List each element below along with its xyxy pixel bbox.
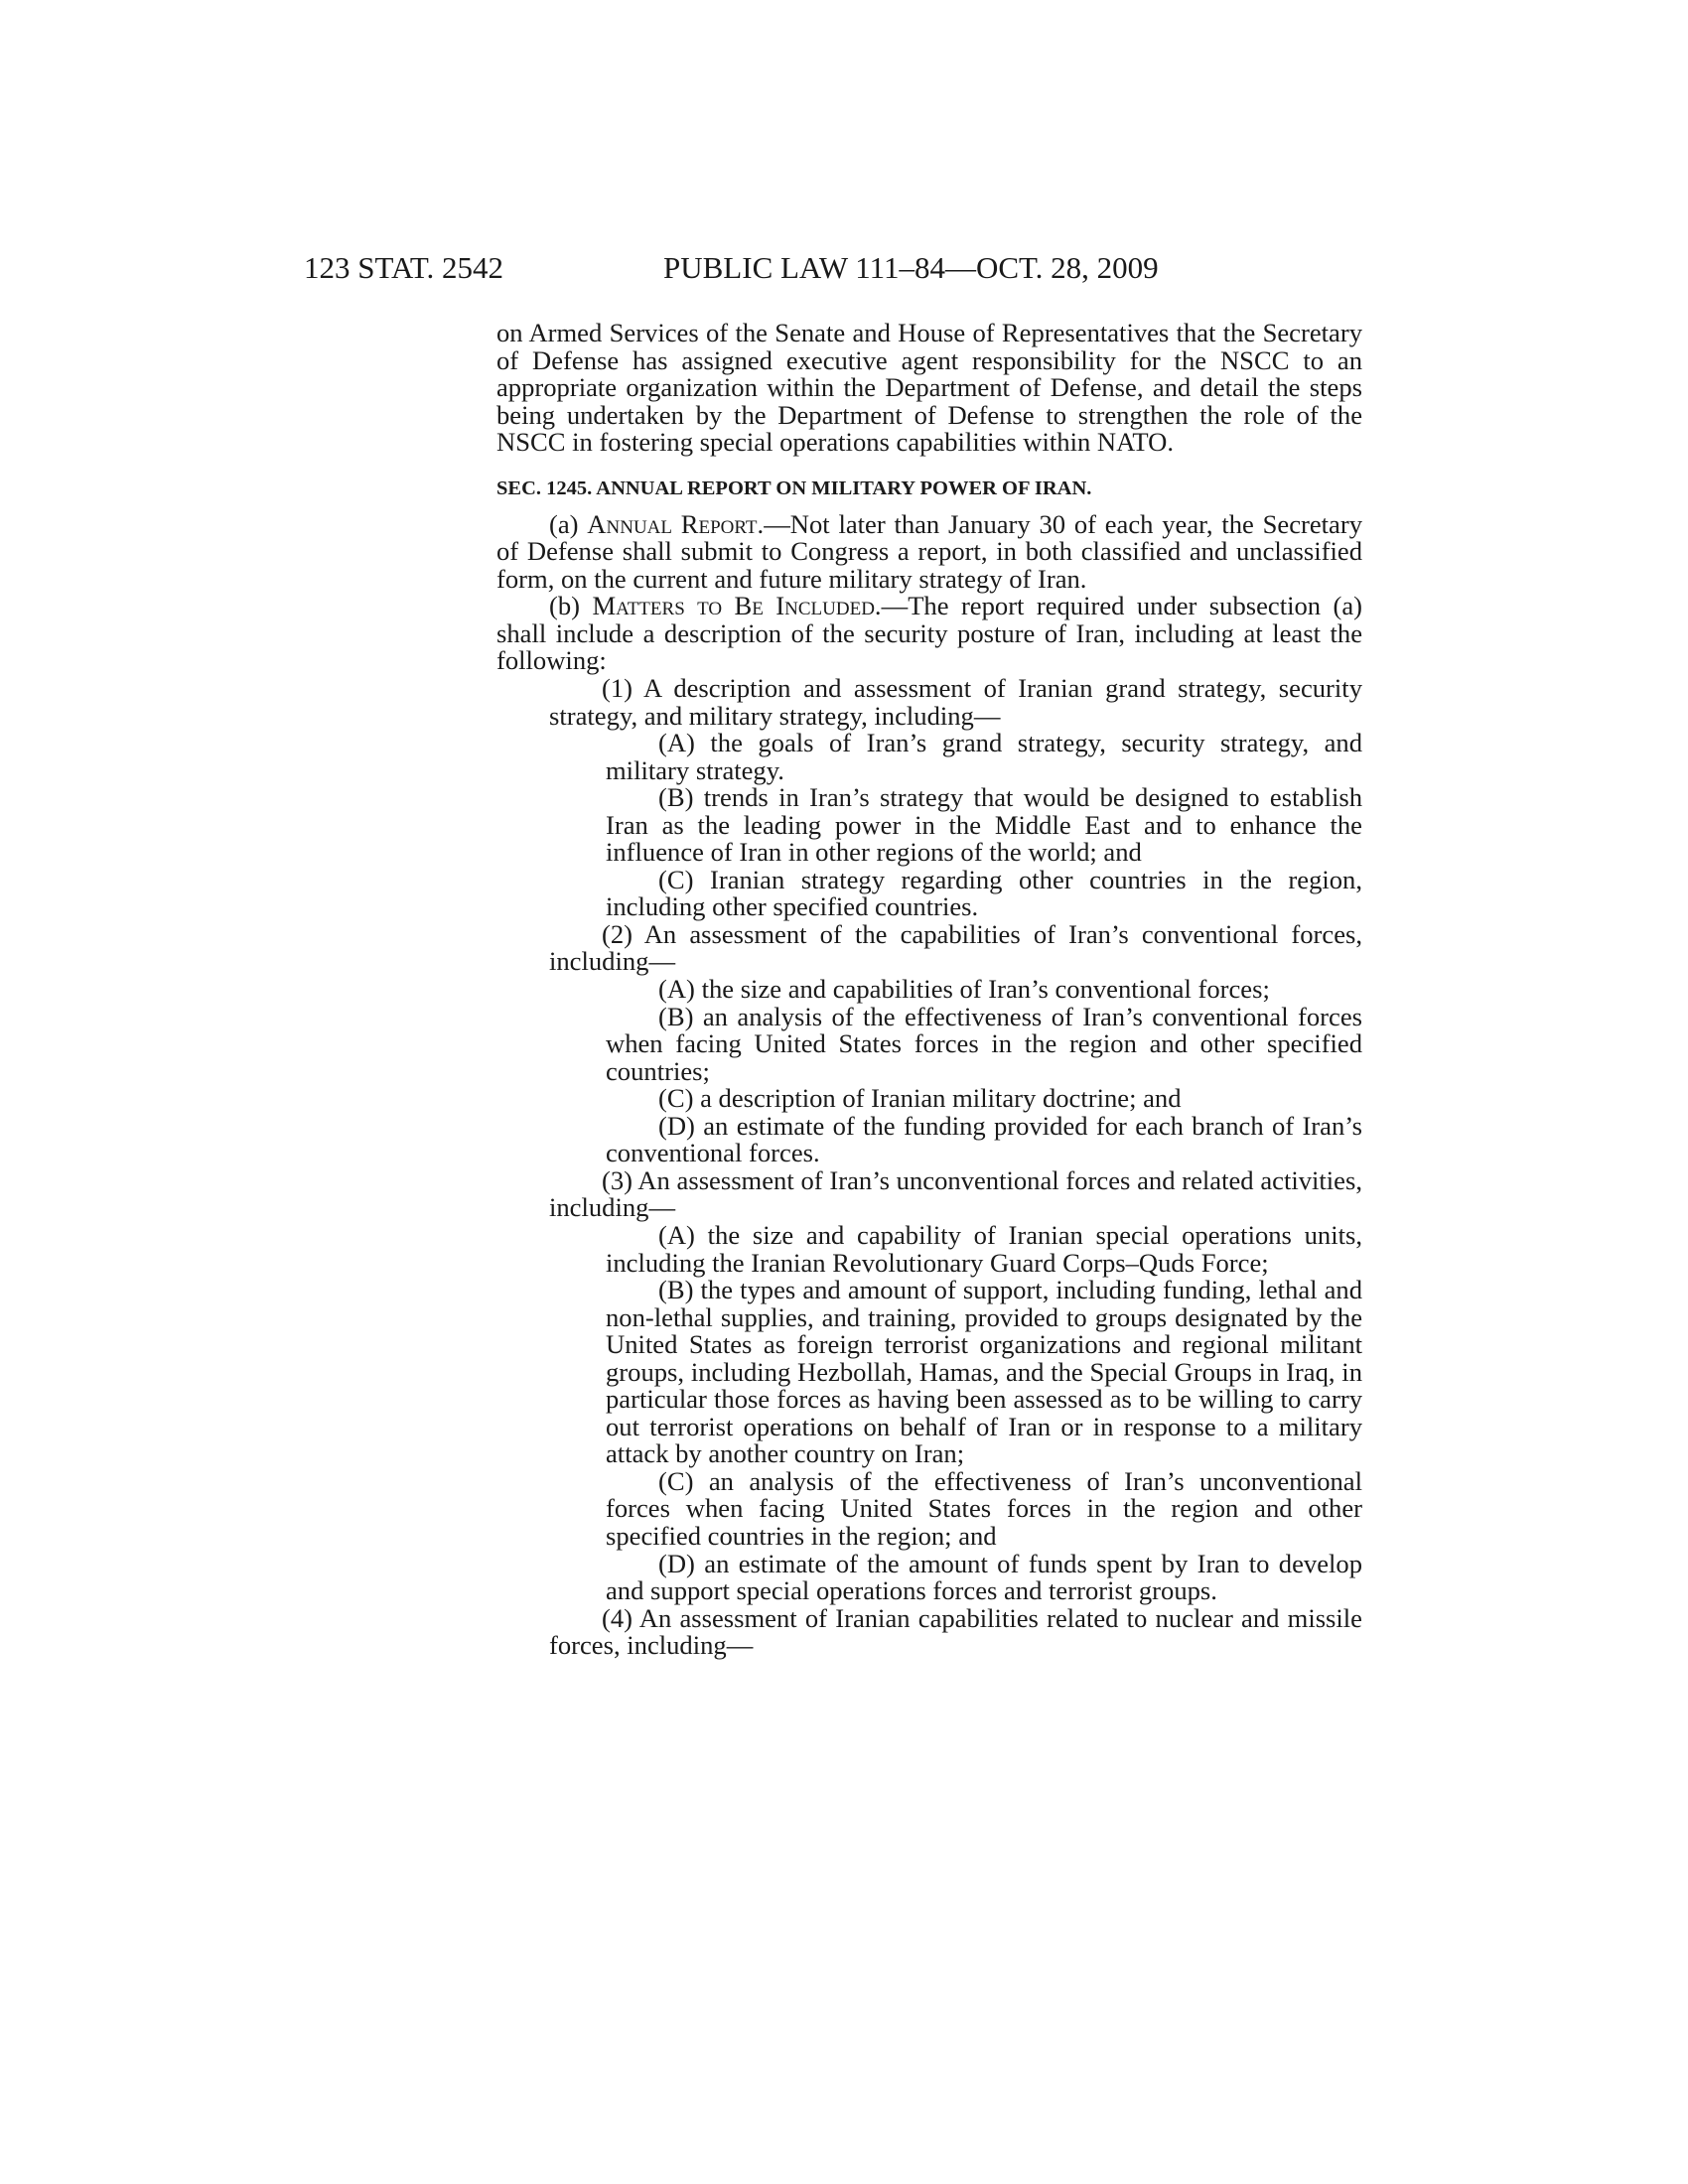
subsection-b [496,593,1362,675]
paragraph-3: (3) An assessment of Iran’s unconventional forces and related activities, including— [549,1164,1362,1223]
section-heading [496,475,1362,502]
subparagraph-3-d: (D) an estimate of the amount of funds spent by Iran to develop and support special operations forces and terrorist groups. [606,1548,1362,1606]
continuation-paragraph: on Armed Services of the Senate and House of Representatives that the Secretary of Defense has assigned executive agent responsibility for the NSCC to an appropriate organization within the Department of Defense, and detail the steps being undertaken by the Department of Defense to strengthen the role of the NSCC in fostering special operations capabilities within NATO. [496,318,1362,458]
subparagraph-1-a: (A) the goals of Iran’s grand strategy, security strategy, and military strategy. [606,728,1362,785]
body-text [496,320,1362,1660]
subsection-b-text: —The report required under subsection (a) shall include a description of the security posture of Iran, including at least the following: [496,591,1362,676]
subparagraph-3-b: (B) the types and amount of support, including funding, lethal and non-lethal supplies, and training, provided to groups designated by the United States as foreign terrorist organizations and regional militant groups, including Hezbollah, Hamas, and the Special Groups in Iraq, in particular those forces as having been assessed as to be willing to carry out terrorist operations on behalf of Iran or in response to a military attack by another country on Iran; [606,1275,1362,1469]
subparagraph-2-c: (C) a description of Iranian military doctrine; and [658,1083,1182,1114]
subsection-b-enum: (b) [549,591,581,621]
subparagraph-2-d: (D) an estimate of the funding provided for each branch of Iran’s conventional forces. [606,1110,1362,1168]
subsection-a-enum: (a) [549,508,579,539]
subparagraph-3-c: (C) an analysis of the effectiveness of Iran’s unconventional forces when facing United States forces in the region and other specified countries in the region; and [606,1465,1362,1551]
paragraph-1: (1) A description and assessment of Iranian grand strategy, security strategy, and military strategy, including— [549,673,1362,731]
subparagraph-3-a: (A) the size and capability of Iranian special operations units, including the Iranian Revolutionary Guard Corps–Quds Force; [606,1219,1362,1278]
stat-page-reference: 123 STAT. 2542 [304,250,504,285]
section-number: SEC. 1245. [496,477,593,499]
running-head: PUBLIC LAW 111–84—OCT. 28, 2009 [663,250,1159,285]
subsection-a-text: —Not later than January 30 of each year, the Secretary of Defense shall submit to Congress a report, in both classified and unclassified form, on the current and future military strategy of Iran. [496,508,1362,594]
section-title: ANNUAL REPORT ON MILITARY POWER OF IRAN. [596,477,1092,499]
paragraph-4: (4) An assessment of Iranian capabilities related to nuclear and missile forces, including— [549,1602,1362,1661]
subsection-a-heading: Annual Report. [587,508,765,539]
subparagraph-1-c: (C) Iranian strategy regarding other countries in the region, including other specified countries. [606,864,1362,922]
paragraph-2: (2) An assessment of the capabilities of Iran’s conventional forces, including— [549,918,1362,977]
subparagraph-1-b: (B) trends in Iran’s strategy that would be designed to establish Iran as the leading power in the Middle East and to enhance the influence of Iran in other regions of the world; and [606,782,1362,868]
subsection-b-heading: Matters to Be Included. [592,591,882,621]
subsection-a [496,508,1362,594]
subparagraph-2-b: (B) an analysis of the effectiveness of Iran’s conventional forces when facing United States forces in the region and other specified countries; [606,1001,1362,1086]
subparagraph-2-a: (A) the size and capabilities of Iran’s conventional forces; [658,974,1270,1005]
